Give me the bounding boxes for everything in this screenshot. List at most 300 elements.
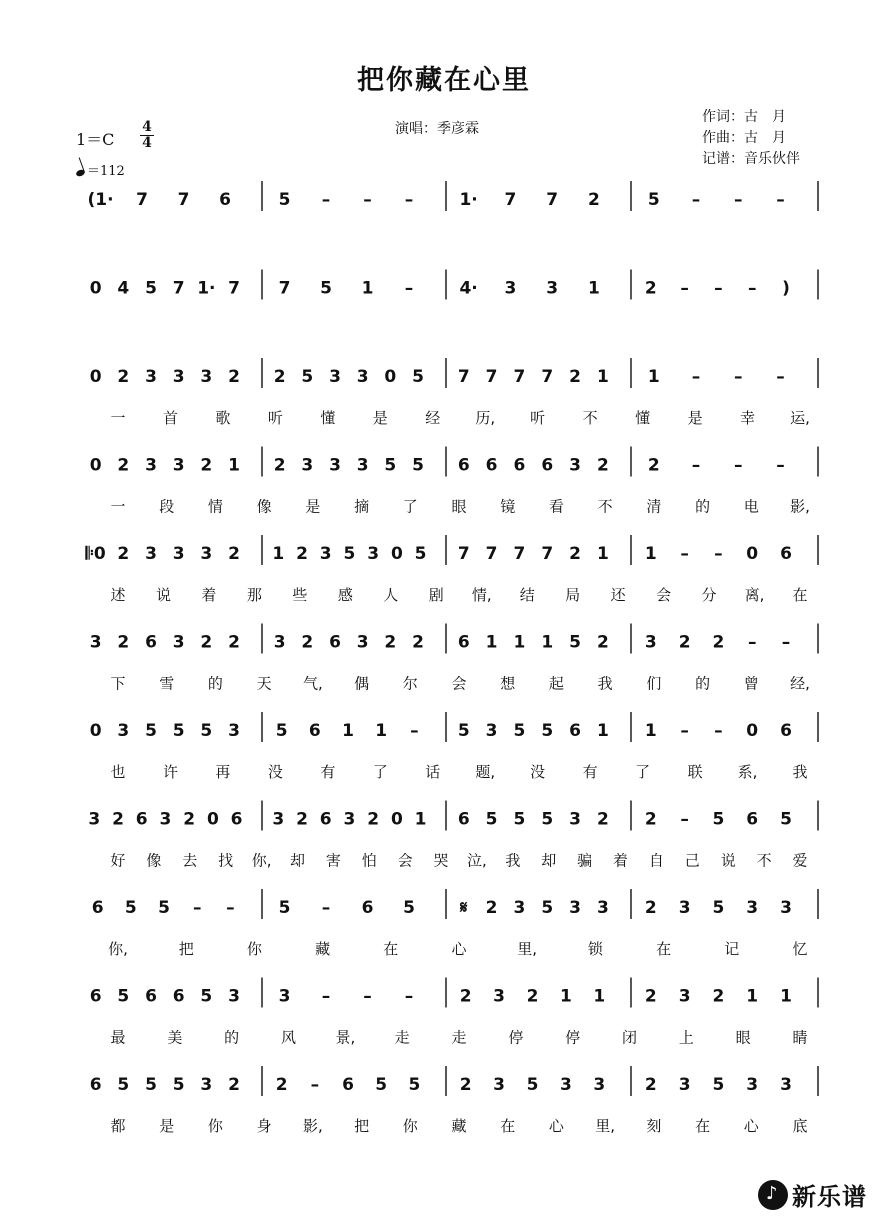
note-digit: 3: [780, 898, 792, 918]
lyric-syllable: 你: [207, 1117, 223, 1135]
note-digit: 3: [356, 632, 369, 653]
lyric-syllable: 在: [500, 1117, 516, 1135]
lyric-syllable: 停: [508, 1028, 524, 1047]
note-digit: 3: [172, 544, 185, 564]
lyric-syllable: 运,: [790, 409, 810, 427]
note-digit: 1: [361, 278, 374, 299]
note-digit: 2: [459, 986, 472, 1007]
note-digit: 6: [135, 809, 148, 830]
lyric-syllable: 没: [530, 763, 546, 781]
note-digit: 2: [569, 367, 581, 387]
note-digit: 1: [596, 367, 609, 387]
note-digit: 2: [228, 1075, 240, 1095]
lyric-syllable: 气,: [302, 674, 323, 693]
lyric-syllable: 哭: [433, 851, 449, 870]
note-digit: 6: [91, 898, 104, 918]
note-digit: 2: [412, 632, 424, 653]
note-digit: 7: [541, 367, 554, 387]
note-digit: –: [776, 455, 785, 476]
lyric-syllable: 泣,: [467, 851, 487, 870]
lyric-syllable: 会: [656, 586, 672, 604]
note-digit: 2: [228, 367, 240, 387]
note-digit: 2: [485, 898, 498, 918]
note-digit: 3: [319, 544, 332, 564]
note-digit: 2: [596, 632, 609, 653]
time-signature-top: 4: [142, 119, 152, 135]
lyric-syllable: 爱: [792, 851, 808, 870]
lyric-syllable: 的: [695, 497, 711, 516]
note-digit: 2: [644, 278, 657, 299]
note-digit: –: [781, 632, 791, 653]
lyric-syllable: 心: [743, 1117, 759, 1135]
note-digit: 3: [593, 1075, 606, 1095]
lyric-syllable: 把: [354, 1117, 370, 1135]
note-digit: 𝄋: [460, 898, 468, 918]
lyric-syllable: 剧: [428, 586, 444, 604]
lyric-syllable: 偶: [354, 674, 370, 693]
note-digit: 6: [569, 721, 581, 741]
note-digit: 1: [746, 986, 759, 1007]
lyric-syllable: 电: [743, 497, 759, 516]
note-digit: –: [680, 721, 689, 741]
lyric-syllable: 还: [610, 586, 626, 604]
note-digit: 5: [301, 367, 314, 387]
note-digit: –: [680, 809, 689, 830]
note-digit: 6: [780, 721, 792, 741]
note-digit: –: [404, 986, 414, 1007]
note-digit: 6: [457, 455, 470, 476]
note-digit: –: [680, 278, 689, 299]
note-digit: 2: [644, 1075, 657, 1095]
lyric-syllable: 想: [500, 674, 516, 693]
tempo-value: ＝112: [87, 164, 125, 179]
lyric-syllable: 清: [646, 497, 662, 516]
note-digit: 2: [712, 632, 725, 653]
note-digit: –: [321, 898, 331, 918]
note-digit: 1: [596, 544, 609, 564]
lyric-syllable: 不: [582, 409, 598, 427]
note-digit: –: [691, 190, 701, 210]
lyric-syllable: 述: [110, 586, 126, 604]
note-digit: 5: [278, 898, 291, 918]
note-digit: 3: [493, 1075, 506, 1095]
lyric-syllable: 尔: [402, 674, 418, 693]
lyric-syllable: 是: [159, 1117, 175, 1135]
note-digit: 3: [504, 278, 517, 299]
note-digit: 3: [117, 721, 130, 741]
note-digit: 1: [647, 367, 660, 387]
note-digit: 6: [457, 632, 470, 653]
note-digit: 2: [296, 544, 308, 564]
note-digit: 7: [136, 190, 148, 210]
lyric-syllable: 下: [110, 674, 126, 693]
lyric-syllable: 曾: [743, 674, 759, 693]
note-digit: –: [747, 632, 757, 653]
lyric-syllable: 最: [110, 1028, 126, 1047]
lyric-syllable: 再: [215, 763, 231, 781]
note-digit: 3: [145, 455, 157, 476]
note-digit: 3: [746, 898, 759, 918]
lyric-syllable: 联: [687, 763, 703, 781]
note-digit: 1: [644, 721, 657, 741]
note-digit: –: [734, 455, 743, 476]
note-digit: 6: [329, 632, 341, 653]
note-digit: 4·: [459, 278, 478, 299]
note-digit: –: [404, 278, 414, 299]
note-digit: 3: [678, 898, 691, 918]
lyric-syllable: 话: [425, 763, 441, 781]
note-digit: 3: [678, 986, 691, 1007]
lyric-syllable: 眼: [451, 497, 467, 516]
singer-credit: 演唱：季彦霖: [395, 121, 479, 137]
lyric-syllable: 眼: [735, 1028, 751, 1047]
note-digit: 5: [780, 809, 792, 830]
note-digit: 3: [493, 986, 506, 1007]
note-digit: –: [363, 986, 372, 1007]
lyric-syllable: 藏: [451, 1117, 467, 1135]
note-digit: 3: [88, 809, 101, 830]
note-digit: 6: [342, 1075, 354, 1095]
note-digit: 5: [412, 367, 424, 387]
note-digit: 5: [541, 809, 554, 830]
note-digit: 1: [228, 455, 240, 476]
note-digit: ): [782, 278, 790, 299]
note-digit: 1: [485, 632, 498, 653]
note-digit: 2: [526, 986, 539, 1007]
lyric-syllable: 有: [320, 763, 336, 781]
note-digit: 7: [504, 190, 517, 210]
lyric-syllable: 了: [635, 763, 651, 781]
note-digit: 3: [569, 455, 581, 476]
lyric-syllable: 底: [792, 1117, 808, 1135]
note-digit: 1: [780, 986, 792, 1007]
lyric-syllable: 情,: [471, 586, 492, 604]
lyric-syllable: 些: [292, 586, 308, 604]
lyric-syllable: 那: [246, 586, 262, 604]
note-digit: 7: [513, 367, 526, 387]
lyric-syllable: 你,: [251, 851, 272, 870]
note-digit: –: [714, 544, 723, 564]
note-digit: 3: [172, 455, 185, 476]
note-digit: 2: [644, 809, 657, 830]
note-digit: 2: [647, 455, 660, 476]
note-digit: 3: [367, 544, 380, 564]
lyric-syllable: 忆: [792, 940, 808, 958]
note-digit: 2: [678, 632, 691, 653]
note-digit: 6: [172, 986, 185, 1007]
note-digit: 6: [513, 455, 526, 476]
note-digit: 2: [275, 1075, 288, 1095]
note-digit: 3: [644, 632, 657, 653]
note-digit: 6: [485, 455, 498, 476]
note-digit: 1: [342, 721, 354, 741]
note-digit: 5: [172, 1075, 185, 1095]
lyric-syllable: 幸: [740, 409, 756, 427]
note-digit: 3: [159, 809, 172, 830]
lyric-syllable: 情: [207, 497, 223, 516]
lyric-syllable: 的: [695, 674, 711, 693]
note-digit: 2: [273, 367, 286, 387]
lyric-syllable: 的: [224, 1028, 240, 1047]
note-digit: 7: [278, 278, 291, 299]
note-digit: 2: [301, 632, 314, 653]
note-digit: 3: [596, 898, 609, 918]
lyric-syllable: 着: [201, 586, 217, 604]
lyric-syllable: 心: [548, 1117, 564, 1135]
lyric-syllable: 我: [505, 851, 521, 870]
lyric-syllable: 心: [451, 940, 467, 958]
note-digit: –: [680, 544, 689, 564]
note-digit: 2: [587, 190, 600, 210]
lyric-syllable: 睛: [792, 1028, 808, 1047]
lyric-syllable: 害: [325, 851, 341, 870]
note-digit: 5: [200, 986, 213, 1007]
note-digit: 7: [457, 367, 470, 387]
lyric-syllable: 藏: [315, 940, 331, 958]
note-digit: 6: [746, 809, 759, 830]
note-digit: 5: [278, 190, 291, 210]
lyric-syllable: 经: [425, 409, 441, 427]
lyric-syllable: 说: [720, 851, 736, 870]
note-digit: 3: [513, 898, 526, 918]
note-digit: 5: [145, 721, 157, 741]
note-digit: 7: [457, 544, 470, 564]
lyric-syllable: 分: [701, 586, 717, 604]
note-digit: –: [714, 278, 723, 299]
note-digit: 1: [559, 986, 572, 1007]
note-digit: –: [734, 190, 743, 210]
note-digit: 3: [200, 544, 213, 564]
lyric-syllable: 像: [256, 497, 272, 516]
note-digit: 2: [367, 809, 380, 830]
lyric-syllable: 锁: [587, 940, 603, 958]
note-digit: 0: [390, 544, 403, 564]
note-digit: 2: [200, 632, 213, 653]
lyric-syllable: 一: [110, 497, 126, 516]
note-digit: 3: [329, 455, 341, 476]
note-digit: 6: [308, 721, 321, 741]
note-digit: 5: [403, 898, 415, 918]
note-digit: 5: [384, 455, 397, 476]
note-digit: 1: [541, 632, 554, 653]
lyric-syllable: 走: [451, 1028, 467, 1047]
note-digit: 1: [375, 721, 388, 741]
lyric-syllable: 也: [110, 763, 126, 781]
lyric-syllable: 己: [684, 851, 700, 870]
lyric-syllable: 你: [402, 1117, 418, 1135]
lyric-syllable: 景,: [335, 1028, 356, 1047]
note-digit: 2: [117, 632, 130, 653]
lyric-syllable: 去: [182, 851, 198, 870]
lyric-syllable: 雪: [159, 674, 175, 693]
lyric-syllable: 说: [155, 586, 171, 604]
note-digit: 3: [343, 809, 356, 830]
lyric-syllable: 身: [256, 1117, 272, 1135]
note-digit: 5: [712, 1075, 725, 1095]
site-logo: [758, 1177, 867, 1212]
note-digit: 3: [272, 809, 285, 830]
lyric-syllable: 题,: [475, 763, 496, 781]
lyric-syllable: 影,: [302, 1117, 323, 1135]
lyric-syllable: 在: [656, 940, 672, 958]
note-digit: 6: [230, 809, 243, 830]
note-digit: 7: [546, 190, 559, 210]
composer-credit: 作曲：古 月: [702, 130, 786, 146]
lyric-syllable: 会: [451, 674, 467, 693]
time-signature-bottom: 4: [142, 135, 152, 151]
lyric-syllable: 不: [756, 851, 772, 870]
note-digit: –: [321, 190, 331, 210]
lyric-syllable: 好: [110, 851, 126, 870]
lyric-syllable: 却: [541, 851, 557, 870]
note-digit: 1: [596, 721, 609, 741]
lyric-syllable: 是: [372, 409, 388, 427]
note-digit: 2: [228, 544, 240, 564]
lyric-syllable: 人: [383, 586, 399, 604]
note-digit: 3: [559, 1075, 572, 1095]
note-digit: 5: [513, 809, 526, 830]
lyric-syllable: 天: [256, 674, 272, 693]
lyric-syllable: 离,: [744, 586, 765, 604]
lyric-syllable: 怕: [361, 851, 377, 870]
note-digit: 7: [228, 278, 240, 299]
lyric-syllable: 听: [267, 409, 283, 427]
note-digit: –: [691, 455, 701, 476]
note-digit: 5: [145, 1075, 157, 1095]
note-digit: –: [404, 190, 414, 210]
note-digit: 3: [546, 278, 559, 299]
note-digit: 5: [712, 898, 725, 918]
note-digit: 0: [89, 455, 102, 476]
note-digit: 0: [89, 367, 102, 387]
note-digit: –: [714, 721, 723, 741]
note-digit: 5: [158, 898, 170, 918]
lyric-syllable: 在: [792, 586, 808, 604]
note-digit: 5: [172, 721, 185, 741]
note-digit: 7: [513, 544, 526, 564]
note-digit: 3: [145, 367, 157, 387]
note-digit: 2: [569, 544, 581, 564]
note-digit: –: [321, 986, 331, 1007]
note-digit: 5: [541, 721, 554, 741]
note-digit: 7: [485, 367, 498, 387]
note-digit: 5: [320, 278, 332, 299]
note-digit: 6: [89, 1075, 102, 1095]
lyric-syllable: 风: [280, 1028, 297, 1047]
note-digit: 𝄆0: [85, 544, 106, 564]
note-digit: –: [310, 1075, 320, 1095]
lyric-syllable: 系,: [737, 763, 758, 781]
note-digit: 3: [569, 898, 581, 918]
note-digit: –: [226, 898, 235, 918]
note-digit: –: [747, 278, 757, 299]
lyric-syllable: 懂: [320, 409, 336, 427]
logo-text: 新乐谱: [792, 1183, 867, 1211]
note-digit: 2: [273, 455, 286, 476]
lyric-syllable: 在: [383, 940, 399, 958]
lyric-syllable: 感: [337, 586, 353, 604]
note-digit: 6: [89, 986, 102, 1007]
note-digit: 2: [228, 632, 240, 653]
lyric-syllable: 不: [597, 497, 613, 516]
note-digit: 5: [145, 278, 157, 299]
lyric-syllable: 找: [218, 851, 234, 870]
note-digit: 2: [296, 809, 308, 830]
note-digit: 5: [412, 455, 424, 476]
lyric-syllable: 刻: [646, 1117, 662, 1135]
note-digit: 6: [145, 632, 157, 653]
lyric-syllable: 们: [646, 674, 662, 693]
note-digit: 6: [145, 986, 157, 1007]
lyric-syllable: 你,: [108, 940, 128, 958]
note-digit: 6: [319, 809, 332, 830]
lyric-syllable: 看: [548, 497, 564, 516]
note-digit: 5: [647, 190, 660, 210]
note-digit: 3: [172, 367, 185, 387]
note-digit: 3: [228, 986, 240, 1007]
lyric-syllable: 歌: [215, 409, 231, 427]
lyric-syllable: 走: [394, 1028, 410, 1047]
lyric-syllable: 都: [110, 1117, 126, 1135]
note-digit: 2: [200, 455, 213, 476]
lyric-syllable: 没: [267, 763, 283, 781]
note-digit: 3: [569, 809, 581, 830]
note-digit: 0: [89, 721, 102, 741]
music-disc-icon: [758, 1180, 788, 1210]
note-digit: 5: [457, 721, 470, 741]
note-digit: 7: [541, 544, 554, 564]
note-digit: 5: [124, 898, 137, 918]
lyric-syllable: 骗: [577, 851, 593, 870]
note-digit: 2: [596, 455, 609, 476]
note-digit: 2: [459, 1075, 472, 1095]
note-digit: 3: [89, 632, 102, 653]
note-digit: 6: [780, 544, 792, 564]
note-digit: 7: [177, 190, 190, 210]
lyric-syllable: 停: [565, 1028, 581, 1047]
lyric-syllable: 像: [146, 851, 162, 870]
lyric-syllable: 听: [530, 409, 546, 427]
note-digit: 3: [145, 544, 157, 564]
lyric-syllable: 是: [687, 409, 703, 427]
note-digit: 5: [541, 898, 554, 918]
lyric-syllable: 美: [167, 1028, 183, 1047]
note-digit: 3: [356, 367, 369, 387]
lyric-syllable: 是: [305, 497, 321, 516]
lyric-syllable: 起: [548, 674, 564, 693]
note-digit: 2: [644, 986, 657, 1007]
note-digit: 5: [275, 721, 288, 741]
note-digit: 1·: [197, 278, 216, 299]
note-digit: 3: [301, 455, 314, 476]
note-digit: 6: [361, 898, 374, 918]
note-digit: 2: [117, 367, 130, 387]
lyric-syllable: 你: [246, 940, 262, 958]
note-digit: 2: [596, 809, 609, 830]
note-digit: 0: [206, 809, 219, 830]
note-digit: 3: [780, 1075, 792, 1095]
note-digit: 2: [112, 809, 124, 830]
lyric-syllable: 有: [582, 763, 598, 781]
lyric-syllable: 了: [372, 763, 388, 781]
note-digit: 5: [485, 809, 498, 830]
note-digit: 0: [390, 809, 403, 830]
lyric-syllable: 我: [597, 674, 613, 693]
note-digit: –: [363, 190, 372, 210]
lyric-syllable: 的: [207, 674, 223, 693]
lyric-syllable: 摘: [354, 497, 370, 516]
note-digit: 3: [278, 986, 291, 1007]
